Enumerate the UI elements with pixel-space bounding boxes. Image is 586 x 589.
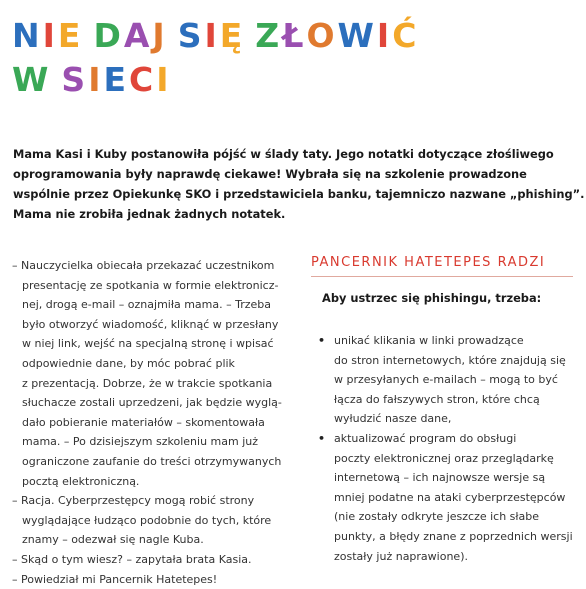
dialogue-line: znamy – odezwał się nagle Kuba.: [22, 533, 204, 547]
title-letter: [83, 14, 93, 58]
page-title: [12, 14, 419, 102]
title-letter: E: [103, 60, 130, 99]
title-letter: Z: [255, 16, 283, 55]
intro-line: Mama Kasi i Kuby postanowiła pójść w ślady taty. Jego notatki dotyczące złośliwego: [13, 147, 554, 161]
tip-item: [318, 429, 580, 566]
dialogue-line: ograniczone zaufanie do treści otrzymywanych: [22, 454, 282, 468]
title-letter: A: [123, 16, 153, 55]
title-letter: Ł: [282, 16, 307, 55]
title-letter: I: [376, 16, 393, 55]
tip-line: (nie zostały odkryte jeszcze ich słabe: [334, 510, 540, 524]
heading-divider: [311, 276, 573, 277]
dialogue-line: nej, drogą e-mail – oznajmiła mama. – Trzeba: [22, 298, 271, 312]
dialogue-paragraph: [12, 570, 302, 589]
title-letter: I: [156, 60, 172, 99]
tip-line: łącza do fałszywych stron, które chcą: [334, 392, 540, 406]
title-letter: I: [204, 16, 220, 55]
dialogue-line: – Racja. Cyberprzestępcy mogą robić strony: [12, 494, 255, 508]
title-letter: I: [88, 60, 104, 99]
title-letter: Ę: [219, 16, 246, 55]
title-letter: O: [306, 16, 338, 55]
tip-line: unikać klikania w linki prowadzące: [334, 334, 524, 347]
title-letter: J: [152, 16, 168, 55]
tip-line: internetową – ich najnowsze wersje są: [334, 471, 546, 485]
bullet-icon: •: [318, 334, 326, 347]
story-dialogue: [12, 256, 302, 589]
tips-lead: Aby ustrzec się phishingu, trzeba:: [322, 291, 542, 305]
title-line-1: [12, 14, 419, 58]
title-letter: [51, 58, 61, 102]
title-letter: S: [177, 16, 205, 55]
title-letter: W: [337, 16, 377, 55]
title-letter: [245, 14, 255, 58]
title-letter: C: [129, 60, 157, 99]
dialogue-line: – Nauczycielka obiecała przekazać uczestnikom: [12, 259, 275, 272]
intro-line: Mama nie zrobiła jednak żadnych notatek.: [13, 207, 286, 221]
title-letter: D: [93, 16, 124, 55]
dialogue-line: dało pobieranie materiałów – skomentowała: [22, 415, 265, 429]
tip-line: w przesyłanych e-mailach – mogą to być: [334, 373, 558, 387]
tip-line: mniej podatne na ataki cyberprzestępców: [334, 490, 566, 504]
dialogue-line: było otworzyć wiadomość, kliknąć w przesłany: [22, 317, 279, 331]
dialogue-line: słuchacze zostali uprzedzeni, jak będzie wyglą-: [22, 396, 282, 410]
title-letter: E: [57, 16, 84, 55]
dialogue-paragraph: [12, 491, 302, 550]
title-letter: Ć: [392, 16, 420, 55]
intro-line: oprogramowania były naprawdę ciekawe! Wybrała się na szkolenie prowadzone: [13, 167, 527, 181]
dialogue-line: mama. – Po dzisiejszym szkoleniu mam już: [22, 435, 259, 449]
dialogue-line: – Powiedział mi Pancernik Hatetepes!: [12, 572, 218, 586]
tip-item: [318, 331, 580, 429]
dialogue-line: odpowiednie dane, by móc pobrać plik: [22, 356, 235, 370]
tip-line: poczty elektronicznej oraz przeglądarkę: [334, 451, 554, 465]
dialogue-line: z prezentacją. Dobrze, że w trakcie spotkania: [22, 376, 273, 390]
title-letter: N: [12, 16, 43, 55]
title-letter: W: [12, 60, 52, 99]
title-letter: I: [42, 16, 58, 55]
tip-line: aktualizować program do obsługi: [334, 431, 517, 445]
dialogue-line: – Skąd o tym wiesz? – zapytała brata Kasia.: [12, 552, 252, 566]
dialogue-line: wyglądające łudząco podobnie do tych, które: [22, 513, 272, 527]
dialogue-line: pocztą elektroniczną.: [22, 474, 140, 488]
title-letter: [168, 14, 178, 58]
intro-line: wspólnie przez Opiekunkę SKO i przedstawiciela banku, tajemniczo nazwane „phishing”.: [13, 187, 585, 201]
tips-heading: PANCERNIK HATETEPES RADZI: [311, 255, 546, 270]
tip-line: zostały już naprawione).: [334, 549, 468, 563]
tips-list: [318, 331, 580, 566]
dialogue-paragraph: [12, 256, 302, 491]
dialogue-line: presentację ze spotkania w formie elektronicz-: [22, 278, 279, 292]
dialogue-paragraph: [12, 550, 302, 570]
tip-line: wyłudzić nasze dane,: [334, 412, 452, 426]
tip-line: punkty, a błędy znane z poprzednich wersji: [334, 529, 573, 543]
title-line-2: [12, 58, 419, 102]
tip-line: do stron internetowych, które znajdują się: [334, 353, 566, 367]
title-letter: S: [61, 60, 89, 99]
bullet-icon: •: [318, 431, 326, 445]
intro-paragraph: [13, 144, 585, 224]
dialogue-line: w niej link, wejść na specjalną stronę i wpisać: [22, 337, 274, 351]
